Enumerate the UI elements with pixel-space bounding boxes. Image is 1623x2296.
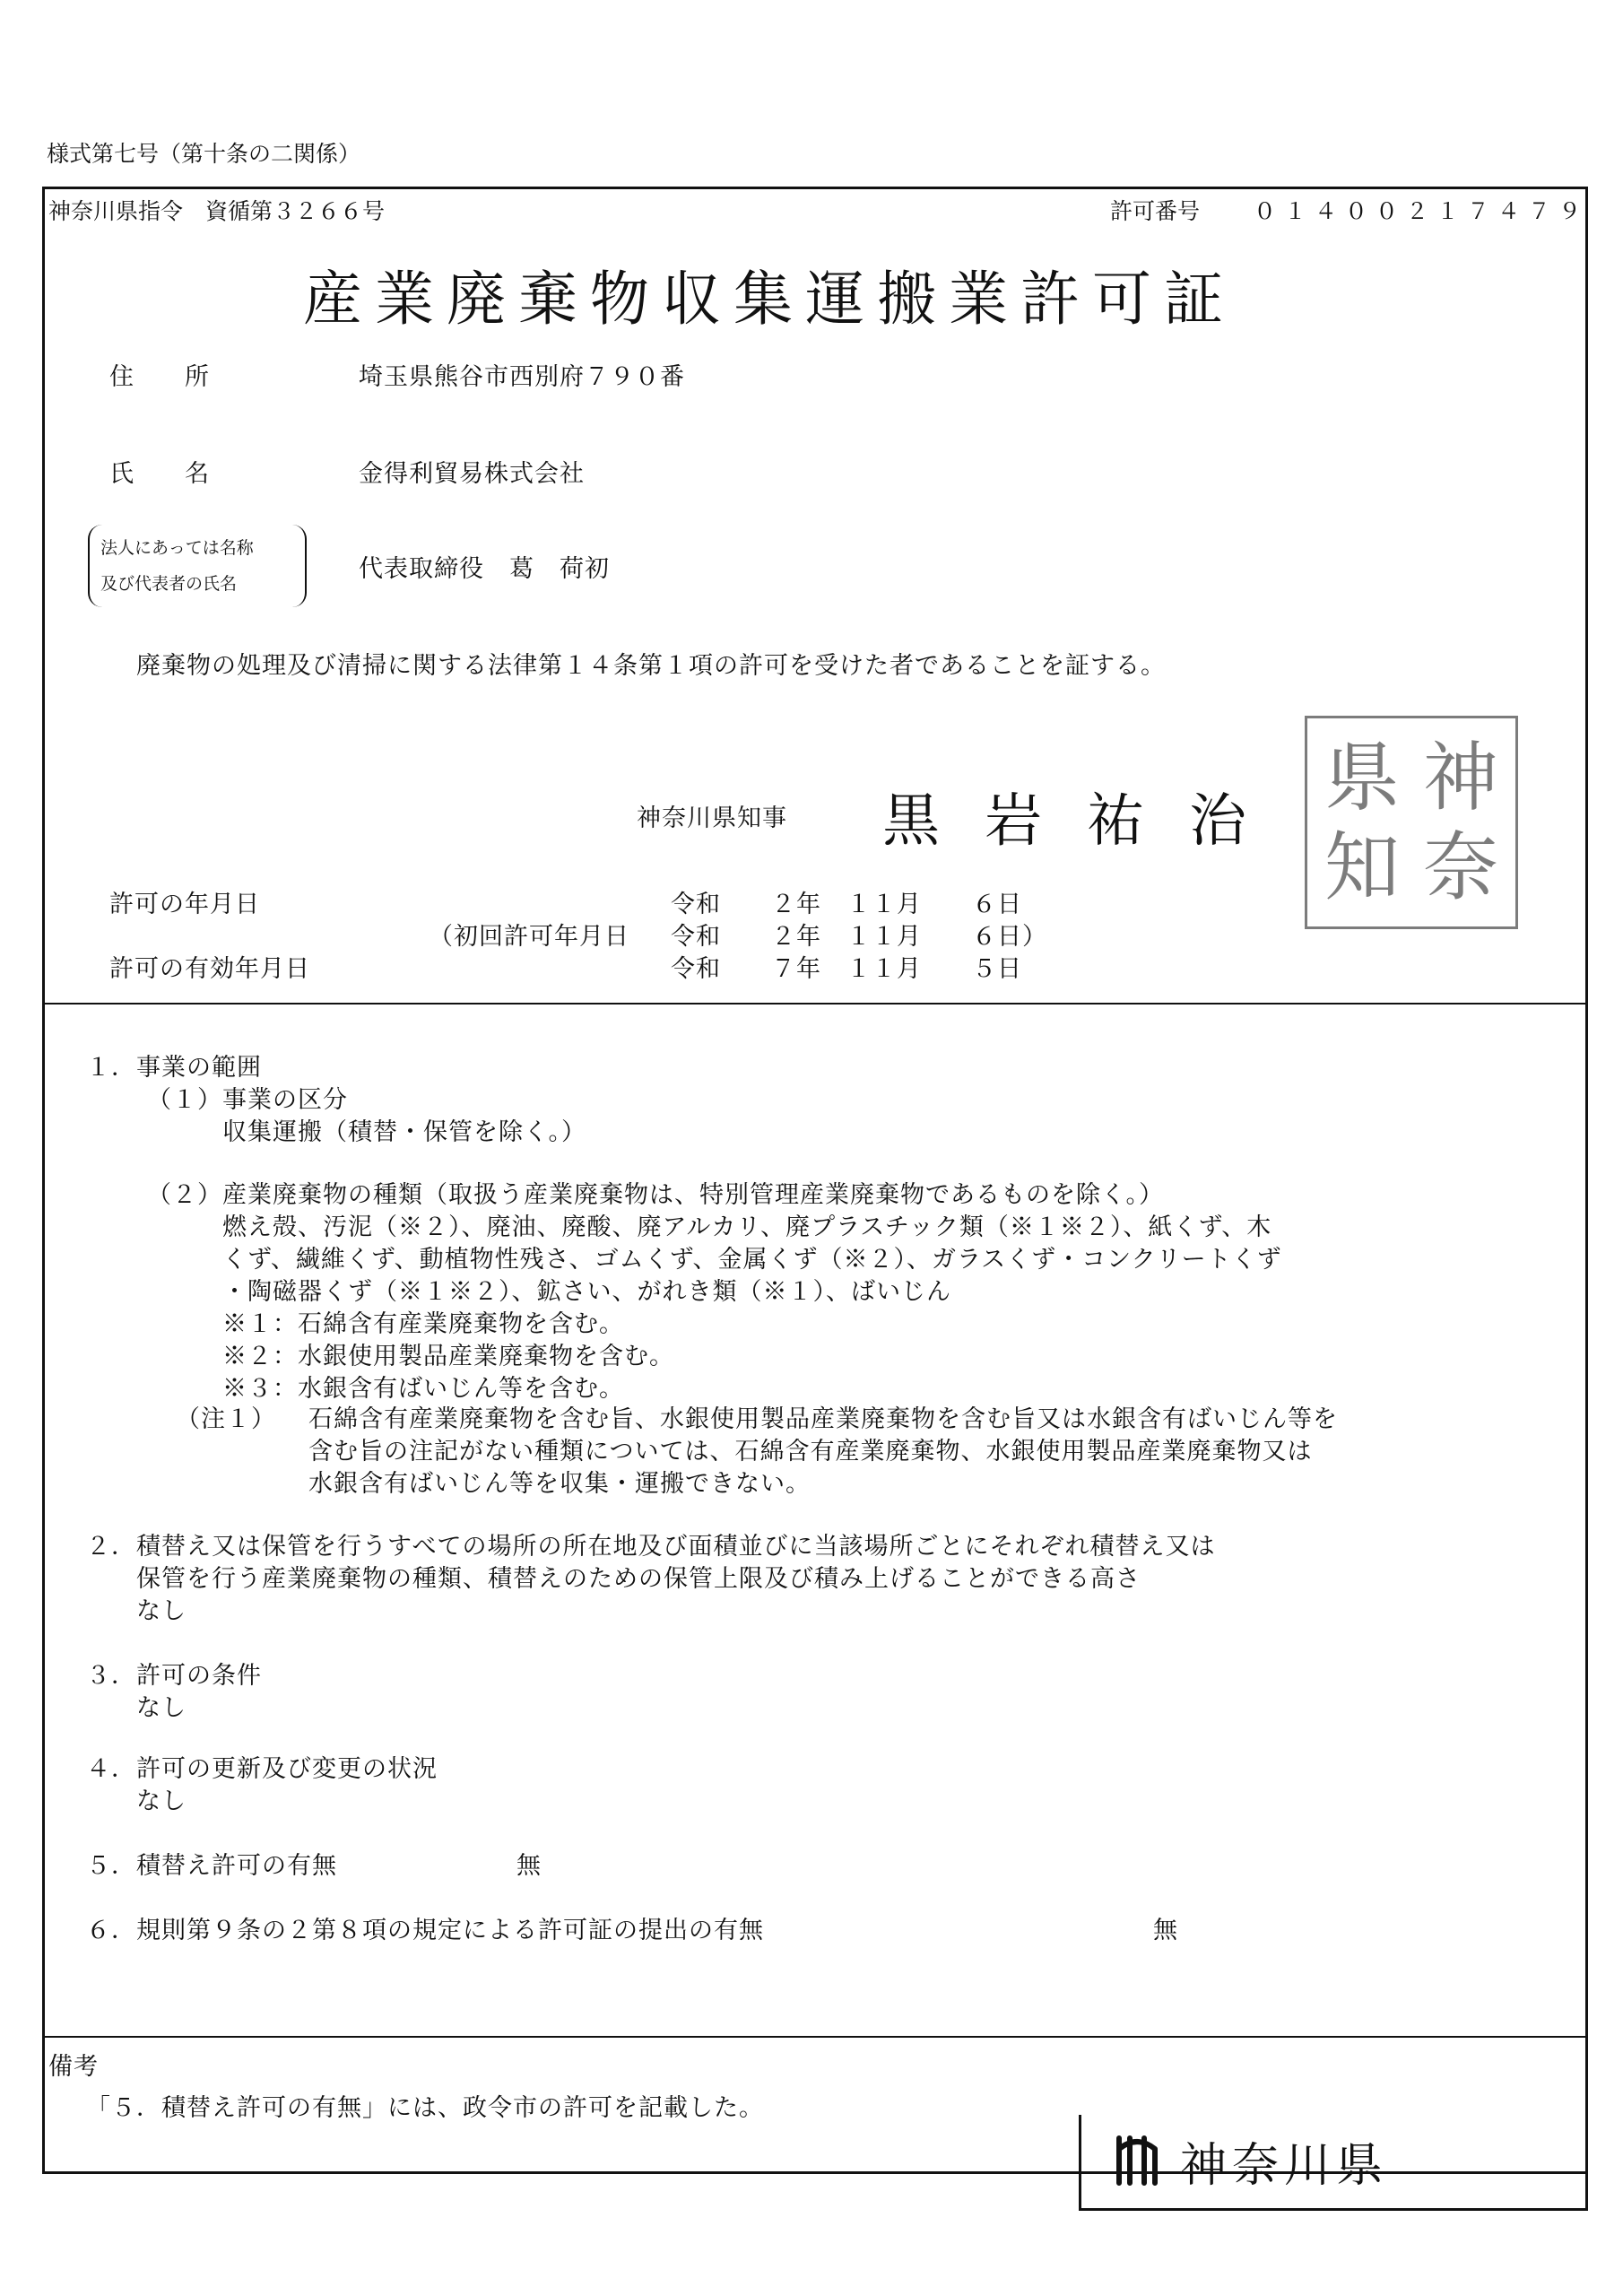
waste-types-heading: （２）産業廃棄物の種類（取扱う産業廃棄物は、特別管理産業廃棄物であるものを除く。）	[147, 1181, 1164, 1209]
remarks-divider	[42, 2036, 1585, 2038]
section-5-heading: ５．積替え許可の有無	[86, 1852, 337, 1880]
valid-date-label: 許可の有効年月日	[109, 955, 310, 983]
prefecture-name: 神奈川県	[1180, 2139, 1389, 2193]
directive-number: 神奈川県指令 資循第３２６６号	[48, 198, 386, 224]
initial-date-value: 令和 ２年 １１月 ６日）	[671, 923, 1047, 951]
business-class-heading: （１）事業の区分	[147, 1086, 348, 1114]
scope-heading: １．事業の範囲	[86, 1054, 262, 1082]
representative-note-2: 及び代表者の氏名	[100, 574, 238, 594]
issuer-name: 黒岩祐治	[882, 788, 1291, 855]
footnote-3: ※３：水銀含有ばいじん等を含む。	[222, 1375, 624, 1403]
footnote-2: ※２：水銀使用製品産業廃棄物を含む。	[222, 1343, 674, 1370]
note-line-1: 石綿含有産業廃棄物を含む旨、水銀使用製品産業廃棄物を含む旨又は水銀含有ばいじん等を	[308, 1405, 1338, 1433]
section-3-heading: ３．許可の条件	[86, 1662, 262, 1690]
section-6-heading: ６．規則第９条の２第８項の規定による許可証の提出の有無	[86, 1917, 764, 1944]
initial-date-label: （初回許可年月日	[429, 923, 629, 951]
address-value: 埼玉県熊谷市西別府７９０番	[359, 363, 685, 391]
note-line-2: 含む旨の注記がない種類については、石綿含有産業廃棄物、水銀使用製品産業廃棄物又は	[308, 1438, 1313, 1465]
waste-types-line-1: 燃え殻、汚泥（※２）、廃油、廃酸、廃アルカリ、廃プラスチック類（※１※２）、紙くず、木	[222, 1213, 1272, 1241]
certificate-title: 産業廃棄物収集運搬業許可証	[303, 265, 1236, 334]
business-class-value: 収集運搬（積替・保管を除く。）	[222, 1118, 586, 1146]
note-line-3: 水銀含有ばいじん等を収集・運搬できない。	[308, 1470, 811, 1498]
section-divider	[42, 1003, 1585, 1004]
section-2-line-1: ２．積替え又は保管を行うすべての場所の所在地及び面積並びに当該場所ごとにそれぞれ積替え又は	[86, 1533, 1216, 1561]
certification-statement: 廃棄物の処理及び清掃に関する法律第１４条第１項の許可を受けた者であることを証する。	[136, 652, 1166, 680]
name-label: 氏 名	[109, 460, 210, 488]
prefecture-emblem-icon	[1112, 2133, 1162, 2188]
section-2-value: なし	[136, 1597, 187, 1625]
note-label: （注１）	[176, 1405, 276, 1433]
form-label: 様式第七号（第十条の二関係）	[47, 141, 361, 167]
permit-number-label: 許可番号	[1110, 198, 1201, 224]
waste-types-line-2: くず、繊維くず、動植物性残さ、ゴムくず、金属くず（※２）、ガラスくず・コンクリートくず	[222, 1246, 1282, 1274]
remarks-text: 「５．積替え許可の有無」には、政令市の許可を記載した。	[86, 2094, 764, 2122]
section-4-value: なし	[136, 1787, 187, 1815]
representative-value: 代表取締役 葛 荷初	[359, 555, 610, 583]
official-seal: 県 神 知 奈	[1305, 716, 1518, 929]
section-6-value: 無	[1153, 1917, 1178, 1944]
issuer-title: 神奈川県知事	[637, 804, 787, 832]
remarks-label: 備考	[48, 2053, 99, 2081]
valid-date-value: 令和 ７年 １１月 ５日	[671, 955, 1022, 983]
section-3-value: なし	[136, 1694, 187, 1722]
section-2-line-2: 保管を行う産業廃棄物の種類、積替えのための保管上限及び積み上げることができる高さ	[136, 1565, 1141, 1593]
representative-note-1: 法人にあっては名称	[100, 538, 254, 558]
section-4-heading: ４．許可の更新及び変更の状況	[86, 1755, 438, 1783]
permit-date-value: 令和 ２年 １１月 ６日	[671, 891, 1022, 918]
footnote-1: ※１：石綿含有産業廃棄物を含む。	[222, 1310, 624, 1338]
section-5-value: 無	[516, 1852, 542, 1880]
waste-types-line-3: ・陶磁器くず（※１※２）、鉱さい、がれき類（※１）、ばいじん	[222, 1278, 951, 1306]
address-label: 住 所	[109, 363, 210, 391]
permit-date-label: 許可の年月日	[109, 891, 260, 918]
name-value: 金得利貿易株式会社	[359, 460, 585, 488]
permit-number: ０１４００２１７４７９	[1254, 198, 1590, 224]
